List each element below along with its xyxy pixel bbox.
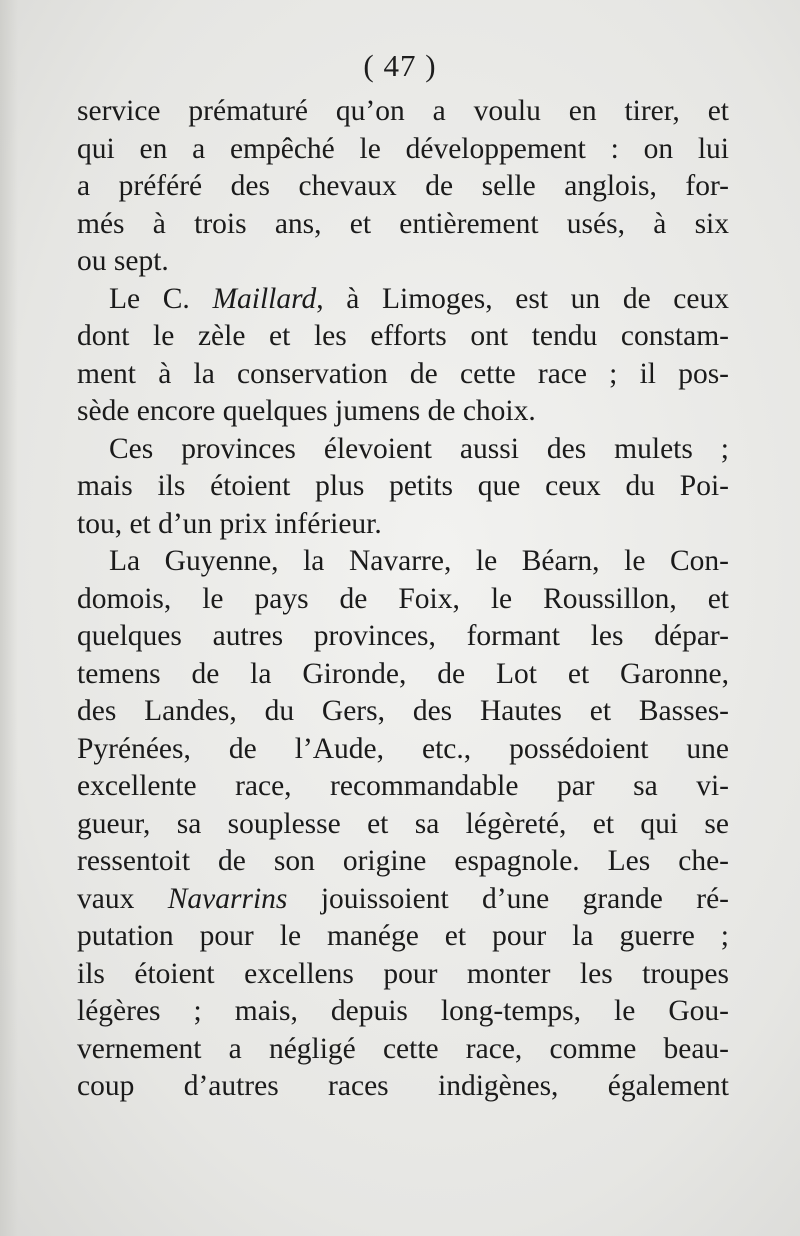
text-run: service prématuré qu’on a voulu en tirer, et: [77, 95, 729, 127]
text-run: ils étoient excellens pour monter les troupes: [77, 957, 729, 990]
text-run: Ces provinces élevoient aussi des mulets ;: [109, 432, 729, 465]
text-line: [77, 543, 729, 581]
text-run: temens de la Gironde, de Lot et Garonne,: [77, 657, 729, 690]
text-run: vernement a négligé cette race, comme beau-: [77, 1032, 729, 1065]
text-line: [77, 93, 729, 131]
text-run: gueur, sa souplesse et sa légèreté, et qui se: [77, 807, 729, 840]
text-line: [77, 656, 729, 694]
text-run: sède encore quelques jumens de choix.: [77, 395, 536, 427]
text-line: [77, 806, 729, 844]
text-run: , à Limoges, est un de ceux: [316, 282, 729, 315]
text-run: ressentoit de son origine espagnole. Les che-: [77, 845, 729, 877]
page-edge-shadow: [0, 0, 18, 1236]
text-run: dont le zèle et les efforts ont tendu constam-: [77, 320, 729, 352]
text-line: [77, 1068, 729, 1106]
text-run: légères ; mais, depuis long-temps, le Gou-: [77, 995, 729, 1027]
text-line: [77, 956, 729, 994]
text-line: [77, 506, 729, 544]
text-line: [77, 431, 729, 469]
italic-text-run: Maillard: [212, 282, 317, 315]
text-line: [77, 243, 729, 281]
text-line: [77, 281, 729, 319]
text-line: [77, 206, 729, 244]
text-run: excellente race, recommandable par sa vi-: [77, 770, 729, 802]
text-line: [77, 131, 729, 169]
text-line: [77, 768, 729, 806]
italic-text-run: Navarrins: [167, 882, 288, 915]
body-text: [77, 93, 729, 1106]
text-run: més à trois ans, et entièrement usés, à six: [77, 207, 729, 240]
text-run: coup d’autres races indigènes, également: [77, 1070, 729, 1102]
text-run: a préféré des chevaux de selle anglois, for-: [77, 170, 729, 202]
text-run: mais ils étoient plus petits que ceux du Poi-: [77, 470, 729, 502]
text-line: [77, 581, 729, 619]
text-line: [77, 618, 729, 656]
text-run: quelques autres provinces, formant les dépar-: [77, 620, 729, 652]
text-line: [77, 168, 729, 206]
text-run: domois, le pays de Foix, le Roussillon, et: [77, 582, 729, 615]
text-run: des Landes, du Gers, des Hautes et Basses-: [77, 695, 729, 727]
text-run: vaux: [77, 882, 168, 915]
text-line: [77, 731, 729, 769]
text-run: qui en a empêché le développement : on lui: [77, 132, 729, 165]
text-line: [77, 693, 729, 731]
text-line: [77, 881, 729, 919]
text-run: La Guyenne, la Navarre, le Béarn, le Con-: [109, 545, 729, 577]
text-run: putation pour le manége et pour la guerre ;: [77, 920, 729, 952]
text-run: ou sept.: [77, 245, 169, 277]
page-number: ( 47 ): [363, 48, 437, 83]
text-line: [77, 918, 729, 956]
text-line: [77, 1031, 729, 1069]
text-run: jouissoient d’une grande ré-: [287, 882, 730, 915]
text-run: Pyrénées, de l’Aude, etc., possédoient une: [77, 732, 729, 765]
text-run: tou, et d’un prix inférieur.: [77, 507, 382, 540]
text-line: [77, 843, 729, 881]
text-line: [77, 318, 729, 356]
text-run: Le C.: [109, 282, 213, 315]
text-run: ment à la conservation de cette race ; il pos-: [77, 357, 729, 390]
text-line: [77, 993, 729, 1031]
text-line: [77, 393, 729, 431]
text-line: [77, 356, 729, 394]
text-line: [77, 468, 729, 506]
